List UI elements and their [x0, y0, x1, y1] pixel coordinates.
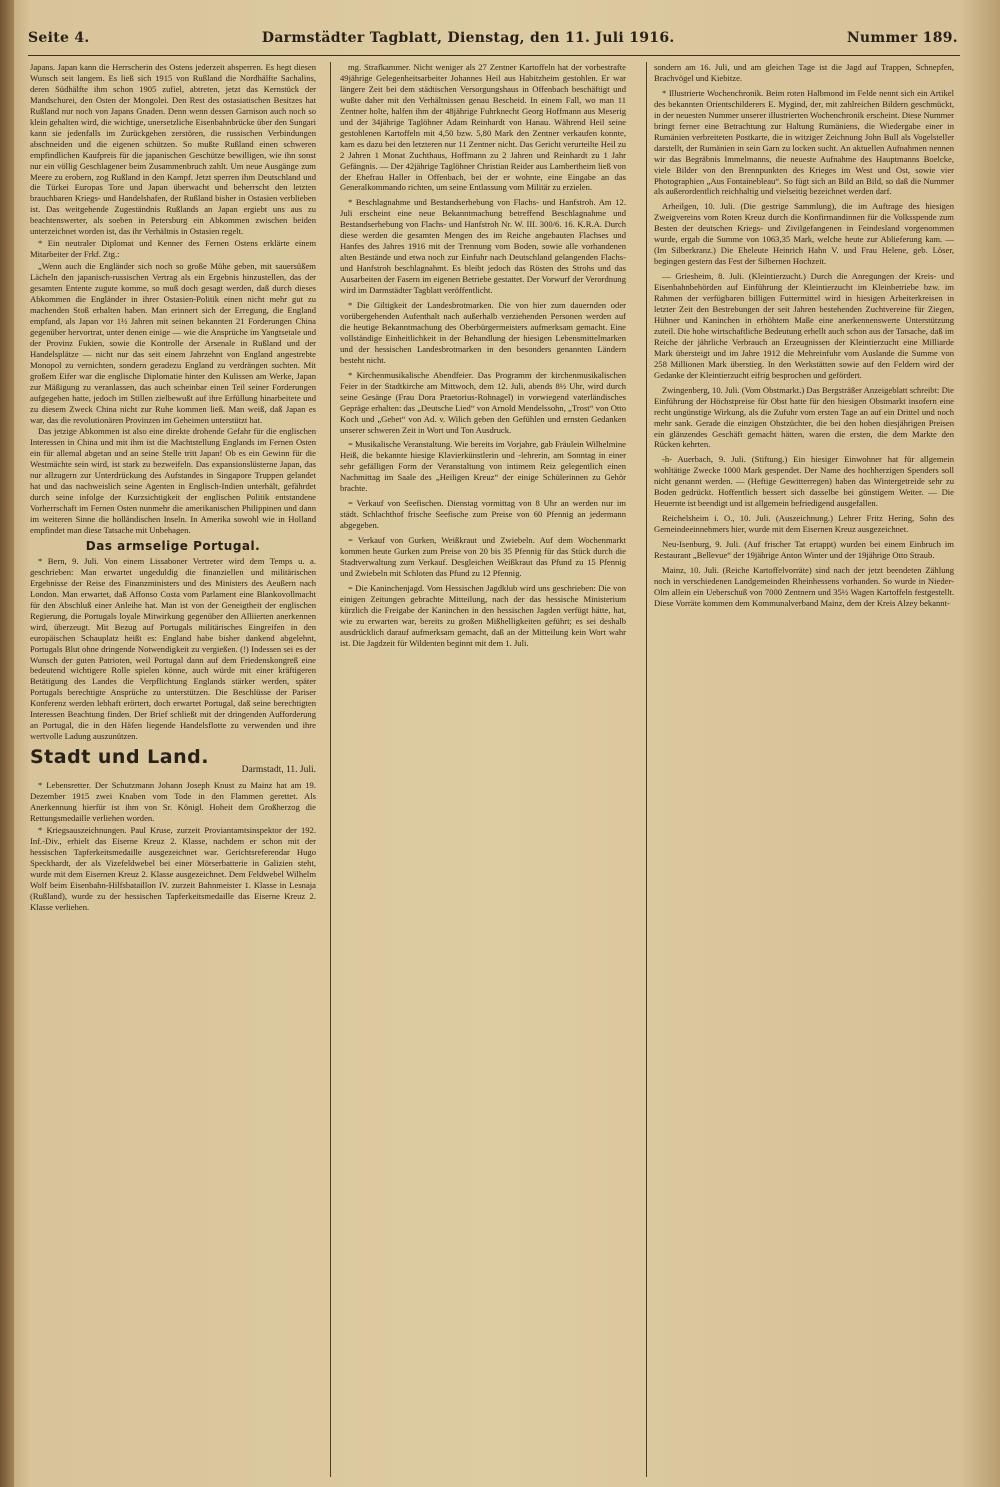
article-paragraph: * Illustrierte Wochenchronik. Beim roten Halbmond im Felde nennt sich ein Artikel des bekannten Orientschilderers E. Mygind, der, mit zahlreichen Bildern geschmückt, in der neuesten Nummer unserer illustrierten Wochenchronik erscheint. Diese Nummer bringt ferner eine Betrachtung zur Haltung Rumäniens, die Wiedergabe einer in Rumänien verbreiteten Postkarte, die in witziger Zeichnung John Bull als Vogelsteller darstellt, der Rumänien in sein Garn zu locken sucht. An aktuellen Aufnahmen nennen wir das Begräbnis Immelmanns, die neueste Aufnahme des Hauptmanns Boelcke, viele Bilder von den Brennpunkten des Krieges im West und Ost, sowie vier Photographien „Aus Fontainebleau“. So fügt sich an Bild an Bild, so daß die Nummer als außerordentlich reichhaltig und vielseitig bezeichnet werden darf.	[654, 87, 954, 197]
article-paragraph: * Kriegsauszeichnungen. Paul Kruse, zurzeit Proviantamtsinspektor der 192. Inf.-Div., erhielt das Eiserne Kreuz 2. Klasse, nachdem er schon mit der hessischen Tapferkeitsmedaille ausgezeichnet war. Gerichtsreferendar Hugo Speckhardt, der als Vizefeldwebel bei einer Mörserbatterie in Galizien steht, wurde mit dem Eisernen Kreuz 2. Klasse ausgezeichnet. Dem Feldwebel Wilhelm Wolf beim Eisenbahn-Hilfsbataillon IV. zurzeit Bahnmeister 1. Klasse in Lesnaja (Rußland), wurde zu der hessischen Tapferkeitsmedaille das Eiserne Kreuz 2. Klasse verliehen.	[30, 824, 316, 912]
article-paragraph: sondern am 16. Juli, und am gleichen Tage ist die Jagd auf Trappen, Schnepfen, Brachvögel und Kiebitze.	[654, 62, 954, 83]
column-divider-2	[646, 62, 647, 1477]
article-paragraph: Zwingenberg, 10. Juli. (Vom Obstmarkt.) Das Bergsträßer Anzeigeblatt schreibt: Die Einführung der Höchstpreise für Obst hatte für den hiesigen Obstmarkt insofern eine recht ungünstige Wirkung, als die Zufuhr vom ersten Tage an auf ein Drittel und noch mehr sank. Gerade die einzigen Obstzüchter, die bei den hohen diesjährigen Preisen ein glänzendes Geschäft gemacht hätten, waren die ersten, die dem Markte den Rücken kehrten.	[654, 384, 954, 450]
section-heading-portugal: Das armselige Portugal.	[85, 538, 261, 553]
header-rule	[28, 55, 960, 56]
column-divider-1	[330, 62, 331, 1477]
column-1	[30, 62, 316, 1480]
article-paragraph: * Lebensretter. Der Schutzmann Johann Joseph Knust zu Mainz hat am 19. Dezember 1915 zwei Knaben vom Tode in den Flammen gerettet. Als Anerkennung hierfür ist ihm von Sr. Königl. Hoheit dem Großherzog die Rettungsmedaille verliehen worden.	[30, 780, 316, 823]
article-paragraph: Mainz, 10. Juli. (Reiche Kartoffelvorräte) sind nach der jetzt beendeten Zählung noch in verschiedenen Landgemeinden Rheinhessens vorhanden. So wurde in Nieder-Olm allein ein Ueberschuß von 7000 Zentnern und 35½ Wagen Kartoffeln festgestellt. Diese Vorräte kommen dem Kommunalverband Mainz, dem der Kreis Alzey bekannt-	[654, 564, 954, 608]
article-paragraph: Neu-Isenburg, 9. Juli. (Auf frischer Tat ertappt) wurden bei einem Einbruch im Restaurant „Bellevue“ der 19jährige Anton Winter und der 19jährige Otto Straub.	[654, 539, 954, 561]
article-paragraph: = Musikalische Veranstaltung. Wie bereits im Vorjahre, gab Fräulein Wilhelmine Heiß, die bekannte hiesige Klavierkünstlerin und -lehrerin, am Sonntag in einer sehr gefälligen Form der Veranstaltung von intimem Reiz gelegentlich einen Nachmittag im Saale des „Heiligen Kreuz“ der einige Schülerinnen zu Gehör brachte.	[340, 439, 626, 494]
article-paragraph: = Verkauf von Gurken, Weißkraut und Zwiebeln. Auf dem Wochenmarkt kommen heute Gurken zum Preise von 20 bis 35 Pfennig für das Stück durch die Stadtverwaltung zum Verkauf. Desgleichen Weißkraut das Pfund zu 15 Pfennig und Zwiebeln mit Schloten das Pfund zu 12 Pfennig.	[340, 535, 626, 578]
page-number: Seite 4.	[28, 30, 90, 46]
article-paragraph: * Ein neutraler Diplomat und Kenner des Fernen Ostens erklärte einem Mitarbeiter der Frkf. Ztg.:	[30, 238, 316, 260]
article-paragraph: Das jetzige Abkommen ist also eine direkte drohende Gefahr für die englischen Interessen in China und mit ihm ist die Machtstellung Englands im Fernen Osten ein für allemal abgetan und an seine Stelle tritt Japan! Ob es ein Gewinn für die Westmächte sein wird, ist stark zu bezweifeln. Das expansionslüsterne Japan, das nur allzugern zur Unterdrückung des Aufstandes in Singapore Truppen gelandet hat und das nachweislich seine Agenten in Englisch-Indien unterhält, gefährdet durch seine infolge der Kurzsichtigkeit der englischen Politik entstandene Vorherrschaft im Fernen Osten nunmehr die amerikanischen Philippinen und dann im weiteren Sinne die holländischen Inseln. In Amerika sowohl wie in Holland empfindet man diese Tatsache mit Unbehagen.	[30, 426, 316, 536]
section-heading-stadt-und-land: Stadt und Land.	[30, 746, 209, 769]
article-paragraph: * Bern, 9. Juli. Von einem Lissaboner Vertreter wird dem Temps u. a. geschrieben: Man erwartet ungeduldig die finanziellen und militärischen Ergebnisse der Reise des Finanzministers und des Ministers des Aeußern nach London. Man erwartet, daß Affonso Costa vom Parlament eine Blankovollmacht für den Abschluß einer Anleihe hat. Man ist von der Geneigtheit der englischen Regierung, die Portugals loyale Mitwirkung gegenüber den Alliierten anerkennen wird, überzeugt. Mit Bezug auf Portugals militärisches Eingreifen in den europäischen Schauplatz heißt es: England habe bisher dankend abgelehnt, Portugals Blut ohne dringende Notwendigkeit zu vergießen. (!) Indessen sei es der Wunsch der guten Patrioten, weil Portugal dann auf dem Friedenskongreß eine bedeutend wichtigere Rolle spielen könne, auch würde mit einer kräftigeren Betätigung des Landes die Verpflichtung Englands stärker werden, später Portugals berechtigte Ansprüche zu unterstützen. Die Beschlüsse der Pariser Konferenz werden lebhaft erörtert, doch erwartet Portugal, daß seine berechtigten Interessen Beachtung finden. Der Brief schließt mit der dringenden Aufforderung an Portugal, die in den Häfen liegende Handelsflotte zu verwenden und ihre wertvolle Ladung auszunützen.	[30, 555, 316, 742]
article-paragraph: = Verkauf von Seefischen. Dienstag vormittag von 8 Uhr an werden nur im städt. Schlachthof frische Seefische zum Preise von 60 Pfennig an jedermann abgegeben.	[340, 498, 626, 531]
article-paragraph: Japans. Japan kann die Herrscherin des Ostens jederzeit absperren. Es hegt diesen Wunsch seit langem. Es ließ sich 1915 von Rußland die Nordhälfte Sachalins, deren Südhälfte ihm schon 1905 zufiel, abtreten, jetzt das Kernstück der Mandschurei, den Osten der Mongolei. Den Rest des ostasiatischen Besitzes hat Rußland nur noch von Japans Gnaden. Denn wenn dessen Garnison auch noch so klein gehalten wird, die wichtige, unersetzliche Eisenbahnbrücke über den Sungari kann sie jedenfalls im Zurückgehen zerstören, die russischen Verbindungen abschneiden und die eigenen schützen. So mußte Rußland einen schweren empfindlichen Kaufpreis für die japanischen Geschütze bewilligen, wie ihn sonst nur ein völlig Geschlagener beim Zusammenbruch zahlt. Um neue Ausgänge zum Meere zu erobern, zog Rußland in den Kampf. Jetzt sperren ihm Deutschland und die Türkei Europas Tore und Japan überwacht und beherrscht den letzten brauchbaren Kriegs- und Handelshafen, der Rußland bisher in Ostasien verblieben ist. Das weitgehende Zugeständnis Rußlands an Japan ergiebt uns aus zu beachtenswerter, als soeben in Petersburg ein Abkommen zwischen beiden unterzeichnet worden ist, das ihr Verhältnis in Ostasien regelt.	[30, 62, 316, 237]
book-binding-edge	[0, 0, 14, 1487]
article-paragraph: -h- Auerbach, 9. Juli. (Stiftung.) Ein hiesiger Einwohner hat für allgemein wohltätige Zwecke 1000 Mark gespendet. Der Name des hochherzigen Spenders soll nicht genannt werden. — (Heftige Gewitterregen) haben das Wintergetreide sehr zu Boden gedrückt. Hoffentlich bessert sich dasselbe bei günstigem Wetter. — Die Heuernte ist beendigt und ist allgemein befriedigend ausgefallen.	[654, 454, 954, 509]
dateline: Darmstadt, 11. Juli.	[241, 765, 316, 776]
article-paragraph: — Griesheim, 8. Juli. (Kleintierzucht.) Durch die Anregungen der Kreis- und Eisenbahnbehörden auf Einführung der Kleintierzucht im Kleinbetriebe bzw. im Rahmen der verfügbaren billigen Futtermittel wird in hiesigen Arbeiterkreisen in letzter Zeit den Bestrebungen der seit Jahren bestehenden Zuchtvereine für Ziegen, Hühner und Kaninchen in erhöhtem Maße eine anerkennenswerte Unterstützung zuteil. Die hohe wirtschaftliche Bedeutung erhellt auch schon aus der Tatsache, daß im Reiche der jährliche Verbrauch an Erzeugnissen der Kleintierzucht eine Milliarde Mark übersteigt und im Jahre 1912 die Mehreinfuhr vom Auslande die Summe von 258 Millionen Mark überstieg. In den Werkstätten sowie auf den Feldern wird der Gedanke der Kleintierzucht eifrig besprochen und gefördert.	[654, 271, 954, 380]
issue-number: Nummer 189.	[846, 30, 958, 46]
article-paragraph: * Beschlagnahme und Bestandserhebung von Flachs- und Hanfstroh. Am 12. Juli erscheint eine neue Bekanntmachung betreffend Beschlagnahme und Bestandserhebung von Flachs- und Hanfstroh Nr. W. III. 300/6. 16. K.R.A. Durch diese werden die gesamten Mengen des im Reiche angebauten Flachses und Hanfes des Jahres 1916 mit der Trennung vom Boden, sowie alle vorhandenen alten Bestände und etwa noch zur Einfuhr nach Deutschland gelangenden Flachs- und Hanfstroh beschlagnahmt. Es bleibt jedoch das Rösten des Strohs und das Ausarbeiten der Fasern im eigenen Betriebe gestattet. Der Vorwurf der Verordnung wird im Darmstädter Tagblatt veröffentlicht.	[340, 197, 626, 296]
article-paragraph: „Wenn auch die Engländer sich noch so große Mühe geben, mit sauersüßem Lächeln den japanisch-russischen Vertrag als ein Ergebnis hinzustellen, das der gesamten Entente zugute komme, so muß doch gesagt werden, daß durch dieses Abkommen die Engländer in ihrer Ostasien-Politik einen nicht mehr gut zu machenden Stoß erhalten haben. Man erinnert sich der Erregung, die England empfand, als Japan vor 1½ Jahren mit seinen bekannten 21 Forderungen China gegenüber hervortrat, unter denen einige — wie die Ansprüche im Yangtsetale und der Provinz Fukien, sowie die Kontrolle der Arsenale in Rußland und der Handelsplätze — nicht nur das seit einem Jahrzehnt von England angestrebte Monopol zu vernichten, sondern geradezu England zu verdrängen suchten. Mit großem Eifer war die englische Diplomatie hinter den Kulissen am Werke, Japan zur Mäßigung zu veranlassen, das auch scheinbar einen Teil seiner Forderungen aufgegeben hatte, jedoch im Stillen zielbewußt auf ihre Erfüllung hinarbeitete und zu diesem Zweck China nicht zur Ruhe kommen ließ. Man weiß, daß Japan es war, das die revolutionären Provinzen im Geheimen unterstützt hat.	[30, 261, 316, 425]
page-header	[28, 30, 958, 52]
article-paragraph: * Kirchenmusikalische Abendfeier. Das Programm der kirchenmusikalischen Feier in der Stadtkirche am Mittwoch, dem 12. Juli, abends 8½ Uhr, wird durch seine Gesänge (Frau Dora Praetorius-Rohnagel) in vorwiegend vaterländisches Gepräge erhalten: das „Deutsche Lied“ von Arnold Mendelssohn, „Trost“ von Otto Koch und „Gebet“ von Ad. v. Wilich geben den Gefühlen und ernsten Gedanken unserer schweren Zeit in Wort und Ton Ausdruck.	[340, 369, 626, 435]
article-paragraph: Arheilgen, 10. Juli. (Die gestrige Sammlung), die im Auftrage des hiesigen Zweigvereins vom Roten Kreuz durch die Konfirmandinnen für die Volksspende zum Besten der deutschen Kriegs- und Zivilgefangenen in Feindesland vorgenommen wurde, ergab die Summe von 1063,35 Mark, welche heute zur Ablieferung kam. — (Im Silberkranz.) Die Eheleute Heinrich Hahn V. und Frau Helene, geb. Löser, begingen gestern das Fest der Silbernen Hochzeit.	[654, 201, 954, 267]
article-paragraph: Reichelsheim i. O., 10. Juli. (Auszeichnung.) Lehrer Fritz Hering, Sohn des Gemeindeeinnehmers hier, wurde mit dem Eisernen Kreuz ausgezeichnet.	[654, 513, 954, 535]
article-paragraph: mg. Strafkammer. Nicht weniger als 27 Zentner Kartoffeln hat der vorbestrafte 49jährige Gelegenheitsarbeiter Johannes Heil aus Habitzheim gestohlen. Er war längere Zeit bei dem städtischen Versorgungshaus in Offenbach beschäftigt und wußte daher mit den Verhältnissen genau Bescheid. In einem Fall, wo man 11 Zentner holte, halfen ihm der 48jährige Fuhrknecht Georg Hoffmann aus Meserig und der 34jährige Taglöhner Adam Reinhardt von Hanau. Während Heil seine gestohlenen Kartoffeln mit 4,50 bzw. 5,80 Mark den Zentner verkaufen konnte, kam es dazu bei den letzteren nur 11 Zentner nicht. Das Gericht verurteilte Heil zu 2 Jahren 1 Monat Zuchthaus, Hoffmann zu 2 Jahren und Reinhardt zu 1 Jahr Gefängnis. — Der 42jährige Taglöhner Christian Reider aus Lambertheim ließ von der Ehefrau Haller in Offenbach, bei der er wohnte, eine Eingabe an das Generalkommando richten, um seine Entlassung vom Militär zu erzielen.	[340, 62, 626, 193]
column-2	[340, 62, 626, 1480]
masthead-line: Darmstädter Tagblatt, Dienstag, den 11. Juli 1916.	[261, 30, 675, 46]
article-paragraph: = Die Kaninchenjagd. Vom Hessischen Jagdklub wird uns geschrieben: Die von einigen Zeitungen gebrachte Mitteilung, nach der das hessische Ministerium kürzlich die Freigabe der Kaninchen in den hessischen Jagden verfügt hätte, hat, wie zu erwarten war, bereits zu großen Mißhelligkeiten geführt; es sei deshalb ausdrücklich darauf aufmerksam gemacht, daß an der Mitteilung kein Wort wahr ist. Die Jagdzeit für Wildenten beginnt mit dem 1. Juli.	[340, 582, 626, 648]
column-3	[654, 62, 954, 1480]
article-paragraph: * Die Giltigkeit der Landesbrotmarken. Die von hier zum dauernden oder vorübergehenden Aufenthalt nach außerhalb verziehenden Personen werden auf die heutige Bekanntmachung des Oberbürgermeisters aufmerksam gemacht. Eine vollständige Einheitlichkeit in der Behandlung der hiesigen Lebensmittelmarken und der hessischen Landesbrotmarken in den besonders genannten Ländern besteht nicht.	[340, 300, 626, 365]
